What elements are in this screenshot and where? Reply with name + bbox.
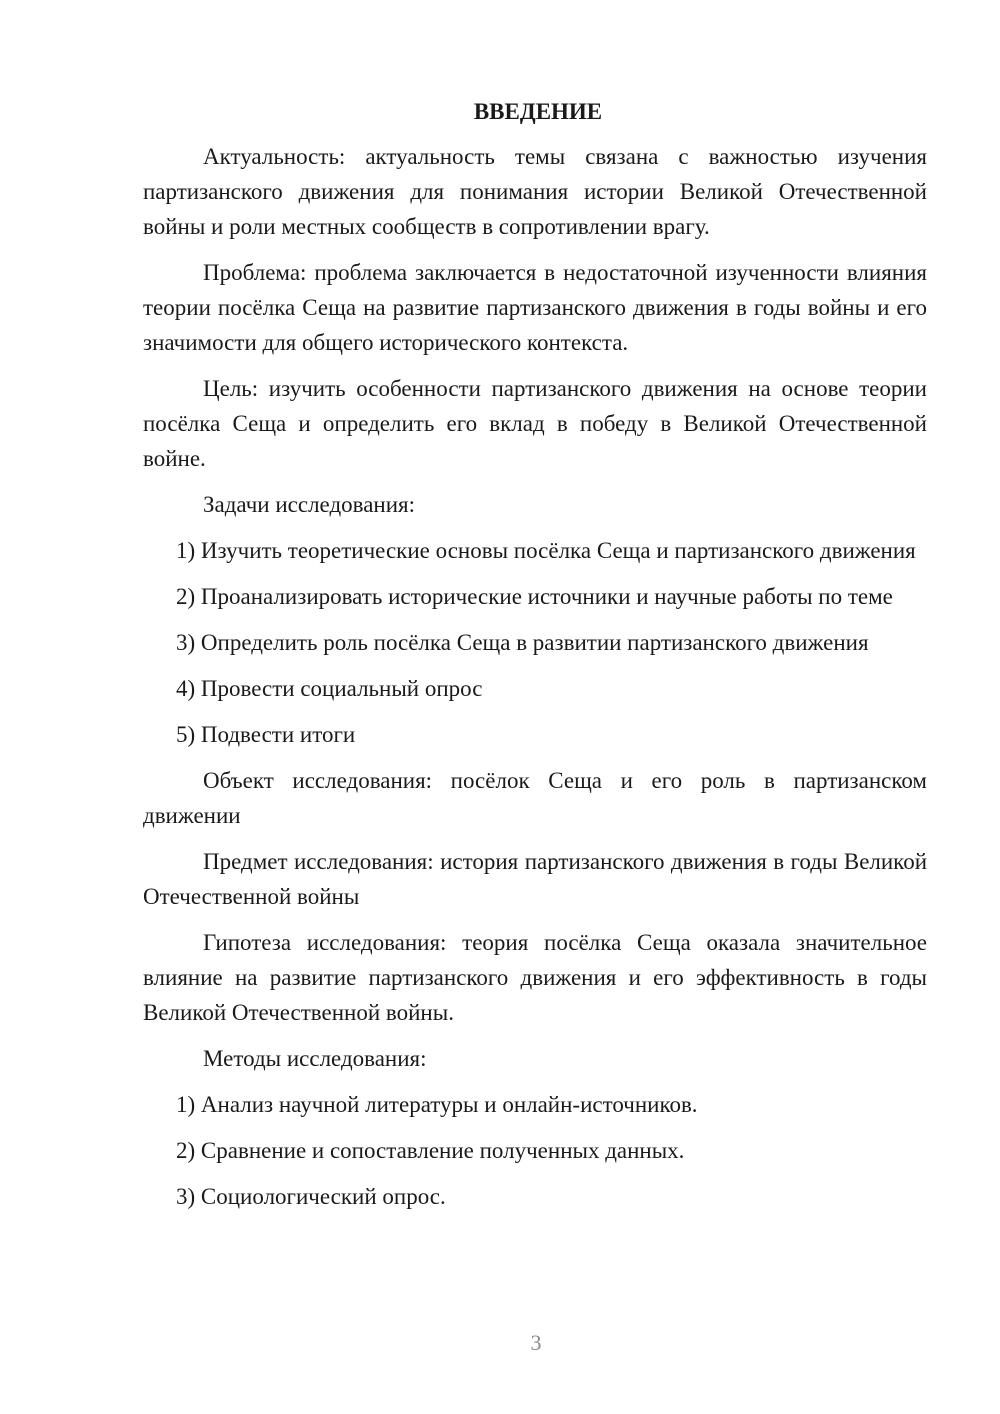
relevance-paragraph: Актуальность: актуальность темы связана с важностью изучения партизанского движения для понимания истории Великой Отечественной войны и роли местных сообществ в сопротивлении врагу. <box>143 144 927 239</box>
method-item-2: 2) Сравнение и сопоставление полученных данных. <box>176 1138 685 1163</box>
page-number: 3 <box>530 1330 542 1355</box>
methods-heading: Методы исследования: <box>203 1046 427 1071</box>
tasks-heading: Задачи исследования: <box>203 492 416 517</box>
task-item-1: 1) Изучить теоретические основы посёлка Сеща и партизанского движения <box>176 538 916 563</box>
subject-paragraph: Предмет исследования: история партизанского движения в годы Великой Отечественной войны <box>143 849 927 909</box>
task-item-2: 2) Проанализировать исторические источники и научные работы по теме <box>176 584 893 609</box>
method-item-3: 3) Социологический опрос. <box>176 1184 446 1209</box>
task-item-4: 4) Провести социальный опрос <box>176 676 483 701</box>
object-paragraph: Объект исследования: посёлок Сеща и его роль в партизанском движении <box>143 768 927 828</box>
goal-paragraph: Цель: изучить особенности партизанского движения на основе теории посёлка Сеща и определить его вклад в победу в Великой Отечественной войне. <box>143 376 927 471</box>
page-content <box>143 94 927 1225</box>
section-title: ВВЕДЕНИЕ <box>473 99 603 124</box>
hypothesis-paragraph: Гипотеза исследования: теория посёлка Сеща оказала значительное влияние на развитие партизанского движения и его эффективность в годы Великой Отечественной войны. <box>143 930 927 1025</box>
task-item-5: 5) Подвести итоги <box>176 722 356 747</box>
method-item-1: 1) Анализ научной литературы и онлайн-источников. <box>176 1092 698 1117</box>
problem-paragraph: Проблема: проблема заключается в недостаточной изученности влияния теории посёлка Сеща на развитие партизанского движения в годы войны и его значимости для общего исторического контекста. <box>143 260 927 355</box>
task-item-3: 3) Определить роль посёлка Сеща в развитии партизанского движения <box>176 630 869 655</box>
